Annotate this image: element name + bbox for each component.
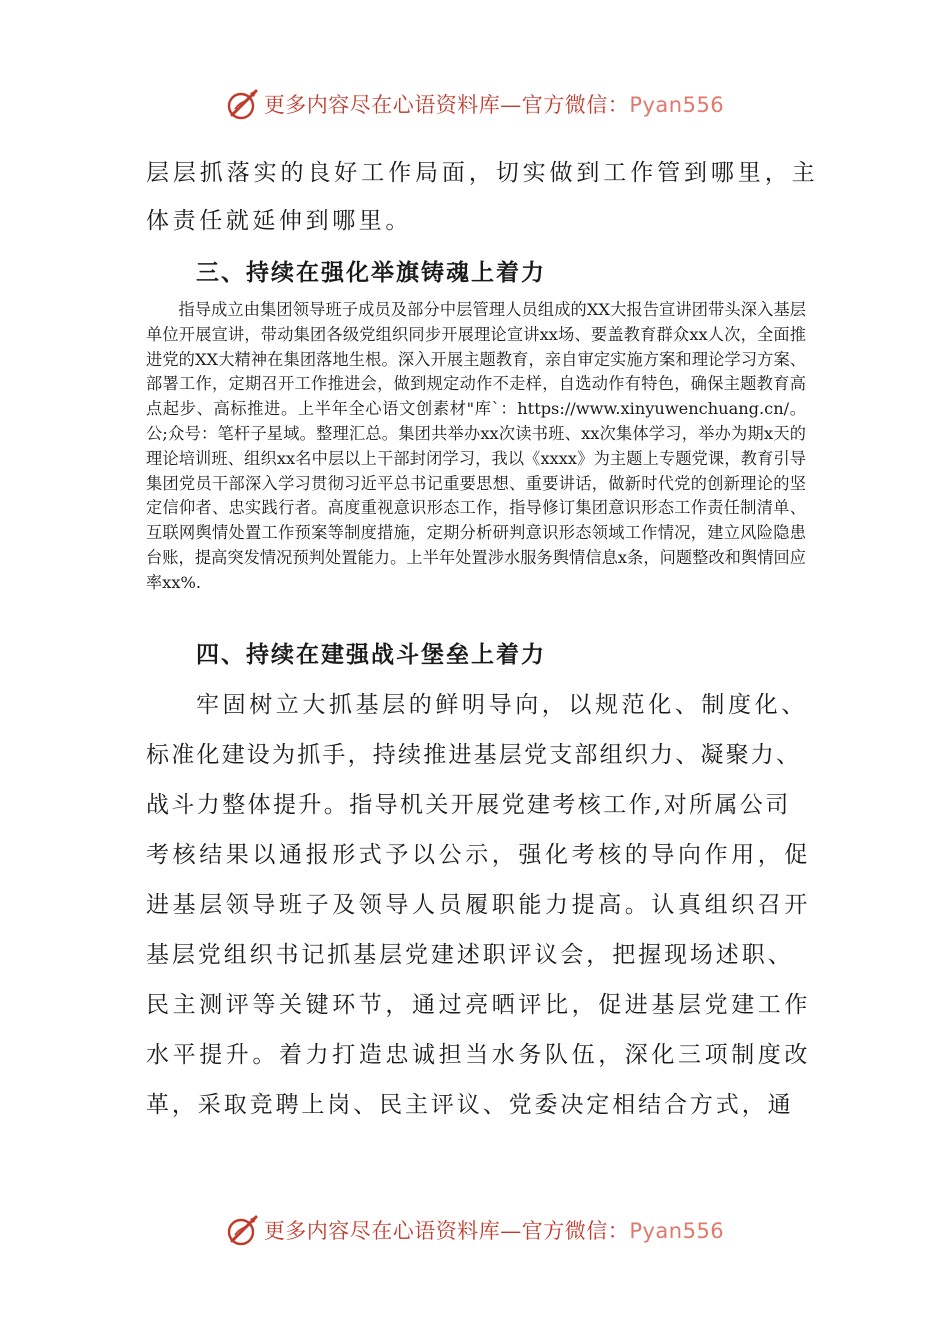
section-4-line-9: 革，采取竞聘上岗、民主评议、党委决定相结合方式，通 — [146, 1092, 794, 1118]
section-3-heading: 三、持续在强化举旗铸魂上着力 — [196, 259, 546, 286]
watermark-text — [264, 89, 724, 119]
section-4-line-4: 考核结果以通报形式予以公示，强化考核的导向作用，促 — [146, 842, 811, 868]
watermark-label: 更多内容尽在心语资料库—官方微信： — [263, 1219, 630, 1243]
section-4-line-1: 牢固树立大抓基层的鲜明导向，以规范化、制度化、 — [196, 692, 808, 718]
section-4-line-2: 标准化建设为抓手，持续推进基层党支部组织力、凝聚力、 — [146, 742, 802, 768]
section-3-paragraph: 指导成立由集团领导班子成员及部分中层管理人员组成的XX大报告宣讲团带头深入基层单位开展宣讲，带动集团各级党组织同步开展理论宣讲xx场、要盖教育群众xx人次，全面推进党的XX大精神在集团落地生根。深入开展主题教育，亲自审定实施方案和理论学习方案、部署工作，定期召开工作推进会，做到规定动作不走样，自选动作有特色，确保主题教育高点起步、高标推进。上半年全心语文创素材"库`：https://www.xinyuwenchuang.cn/。公;众号：笔杆子星域。整理汇总。集团共举办xx次读书班、xx次集体学习，举办为期x天的理论培训班、组织xx名中层以上干部封闭学习，我以《xxxx》为主题上专题党课，教育引导集团党员干部深入学习贯彻习近平总书记重要思想、重要讲话，做新时代党的创新理论的坚定信仰者、忠实践行者。高度重视意识形态工作，指导修订集团意识形态工作责任制清单、互联网舆情处置工作预案等制度措施，定期分析研判意识形态领域工作情况，建立风险隐患台账，提高突发情况预判处置能力。上半年处置涉水服务舆情信息x条，问题整改和舆情回应率xx%. — [146, 300, 806, 592]
watermark-text — [264, 1215, 724, 1245]
watermark-label: 更多内容尽在心语资料库—官方微信： — [263, 93, 630, 117]
section-4-line-3: 战斗力整体提升。指导机关开展党建考核工作,对所属公司 — [146, 792, 791, 818]
section-4-line-5: 进基层领导班子及领导人员履职能力提高。认真组织召开 — [146, 892, 811, 918]
watermark-banner-bottom — [0, 1210, 950, 1250]
pen-logo-icon — [226, 87, 260, 121]
watermark-banner-top — [0, 84, 950, 124]
continuation-line-2: 体责任就延伸到哪里。 — [146, 208, 412, 234]
section-4-line-7: 民主测评等关键环节，通过亮晒评比，促进基层党建工作 — [146, 992, 811, 1018]
pen-logo-icon — [226, 1213, 260, 1247]
continuation-line-1: 层层抓落实的良好工作局面，切实做到工作管到哪里，主 — [146, 160, 819, 186]
section-4-line-8: 水平提升。着力打造忠诚担当水务队伍，深化三项制度改 — [146, 1042, 811, 1068]
section-4-heading: 四、持续在建强战斗堡垒上着力 — [196, 641, 546, 668]
watermark-wechat-id: Pyan556 — [629, 1219, 725, 1243]
section-4-line-6: 基层党组织书记抓基层党建述职评议会，把握现场述职、 — [146, 942, 794, 968]
watermark-wechat-id: Pyan556 — [629, 93, 725, 117]
